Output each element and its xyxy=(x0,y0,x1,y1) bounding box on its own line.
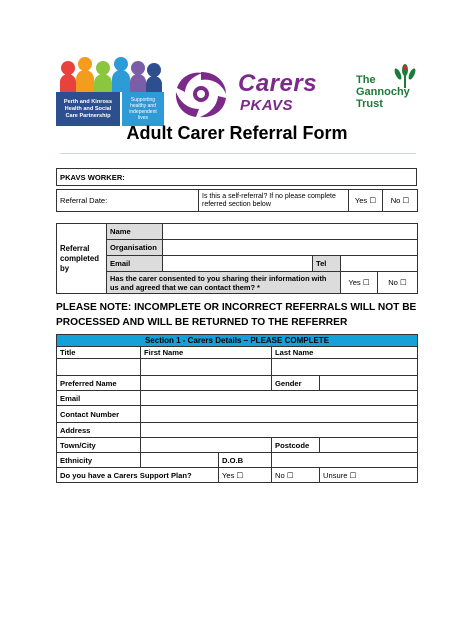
town-city-label: Town/City xyxy=(57,438,141,453)
referrer-tel-input[interactable] xyxy=(341,256,418,272)
form-title: Adult Carer Referral Form xyxy=(126,123,348,143)
title-input[interactable] xyxy=(57,359,141,376)
address-input[interactable] xyxy=(141,423,418,438)
referrer-organisation-label: Organisation xyxy=(107,240,163,256)
consent-question: Has the carer consented to you sharing their information with us and agreed that we can contact them? * xyxy=(107,272,341,294)
last-name-input[interactable] xyxy=(272,359,418,376)
referrer-organisation-input[interactable] xyxy=(163,240,418,256)
preferred-name-label: Preferred Name xyxy=(57,376,141,391)
consent-no-checkbox[interactable]: No ☐ xyxy=(378,272,418,294)
contact-number-label: Contact Number xyxy=(57,406,141,423)
pk-partnership-logo xyxy=(56,60,164,126)
referrer-email-label: Email xyxy=(107,256,163,272)
support-plan-question: Do you have a Carers Support Plan? xyxy=(57,468,219,483)
last-name-label: Last Name xyxy=(272,347,418,359)
first-name-input[interactable] xyxy=(141,359,272,376)
referrer-email-input[interactable] xyxy=(163,256,313,272)
email-label: Email xyxy=(57,391,141,406)
consent-yes-checkbox[interactable]: Yes ☐ xyxy=(341,272,378,294)
people-icon xyxy=(56,60,164,92)
support-plan-no-checkbox[interactable]: No ☐ xyxy=(272,468,320,483)
preferred-name-input[interactable] xyxy=(141,376,272,391)
support-plan-unsure-checkbox[interactable]: Unsure ☐ xyxy=(320,468,418,483)
email-input[interactable] xyxy=(141,391,418,406)
gender-input[interactable] xyxy=(320,376,418,391)
section1-header: Section 1 - Carers Details – PLEASE COMPLETE xyxy=(57,335,418,347)
title-label: Title xyxy=(57,347,141,359)
postcode-label: Postcode xyxy=(272,438,320,453)
swirl-icon xyxy=(172,68,230,120)
referral-date-field[interactable]: Referral Date: xyxy=(57,190,199,212)
partnership-name: Perth and Kinross Health and Social Care Partnership xyxy=(56,92,120,126)
referrer-tel-label: Tel xyxy=(313,256,341,272)
ethnicity-input[interactable] xyxy=(141,453,219,468)
referral-date-table xyxy=(56,189,418,212)
support-plan-yes-checkbox[interactable]: Yes ☐ xyxy=(219,468,272,483)
ethnicity-label: Ethnicity xyxy=(57,453,141,468)
carers-wordmark: Carers xyxy=(238,70,318,97)
title-divider xyxy=(60,153,416,154)
pkavs-worker-table xyxy=(56,168,417,186)
incomplete-referral-notice: PLEASE NOTE: INCOMPLETE OR INCORRECT REFERRALS WILL NOT BE PROCESSED AND WILL BE RETURNED TO THE REFERRER xyxy=(56,302,417,328)
carers-details-table xyxy=(56,334,418,483)
referral-completed-by-label: Referral completed by xyxy=(57,224,107,294)
pkavs-wordmark: PKAVS xyxy=(240,97,294,114)
self-referral-question: Is this a self-referral? If no please complete referred section below xyxy=(199,190,349,212)
address-label: Address xyxy=(57,423,141,438)
first-name-label: First Name xyxy=(141,347,272,359)
gannochy-trust-logo xyxy=(356,64,422,120)
dob-label: D.O.B xyxy=(219,453,272,468)
contact-number-input[interactable] xyxy=(141,406,418,423)
dob-input[interactable] xyxy=(272,453,418,468)
referrer-name-input[interactable] xyxy=(163,224,418,240)
partnership-tagline: Supporting healthy and independent lives xyxy=(122,92,164,126)
postcode-input[interactable] xyxy=(320,438,418,453)
carers-pkavs-logo xyxy=(172,68,340,120)
self-referral-no-checkbox[interactable]: No ☐ xyxy=(383,190,418,212)
gannochy-wordmark: The Gannochy Trust xyxy=(356,74,410,110)
pkavs-worker-field[interactable]: PKAVS WORKER: xyxy=(57,169,417,186)
gender-label: Gender xyxy=(272,376,320,391)
self-referral-yes-checkbox[interactable]: Yes ☐ xyxy=(349,190,383,212)
referrer-name-label: Name xyxy=(107,224,163,240)
town-city-input[interactable] xyxy=(141,438,272,453)
referral-completed-by-table xyxy=(56,223,418,294)
